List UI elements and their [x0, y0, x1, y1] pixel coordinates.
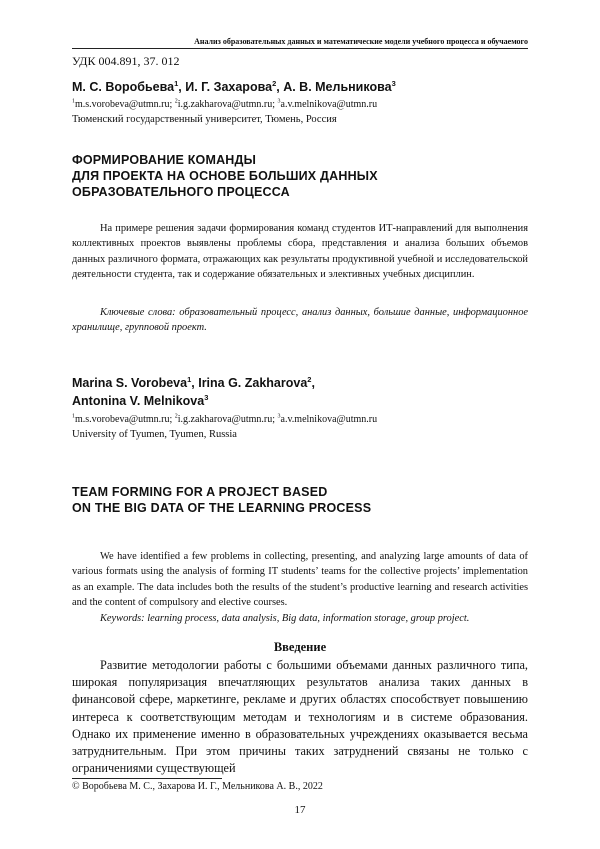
author-email: a.v.melnikova@utmn.ru	[280, 414, 378, 425]
email-mark: 2	[174, 98, 178, 105]
footnote-rule	[72, 778, 222, 779]
author-affiliation-mark: 3	[204, 392, 209, 402]
section-heading-introduction: Введение	[273, 640, 327, 654]
author-name: Antonina V. Melnikova	[72, 394, 205, 408]
author-email: i.g.zakharova@utmn.ru	[177, 99, 273, 110]
ru-abstract: На примере решения задачи формирования команд студентов ИТ-направлений для выполнения коллективных проектов выявлены проблемы сбора, представления и анализа больших объемов данных различного формата, отражающих как результаты продуктивной учебной и исследовательской деятельности студента, так и содержание обязательных и элективных учебных дисциплин.	[72, 223, 528, 281]
ru-emails: $^1$m.s.vorobeva@utmn.ru; $^2$i.g.zakharova@utmn.ru; $^3$a.v.melnikova@utmn.ru	[72, 98, 378, 110]
author-email: i.g.zakharova@utmn.ru	[177, 414, 273, 425]
title-line: ОБРАЗОВАТЕЛЬНОГО ПРОЦЕССА	[72, 185, 290, 199]
title-line: TEAM FORMING FOR A PROJECT BASED	[72, 485, 328, 499]
ru-affiliation: Тюменский государственный университет, Тюмень, Россия	[72, 114, 337, 125]
title-line: ФОРМИРОВАНИЕ КОМАНДЫ	[72, 153, 257, 167]
author-email: m.s.vorobeva@utmn.ru	[75, 414, 170, 425]
en-keywords: Keywords: learning process, data analysis, Big data, information storage, group project.	[100, 613, 470, 624]
email-mark: 2	[174, 413, 178, 420]
ru-title	[72, 152, 528, 200]
header-rule	[72, 48, 528, 49]
title-line: ДЛЯ ПРОЕКТА НА ОСНОВЕ БОЛЬШИХ ДАННЫХ	[72, 169, 378, 183]
email-mark: 1	[72, 98, 75, 105]
running-header: Анализ образовательных данных и математические модели учебного процесса и обучаемого	[194, 37, 528, 46]
author-name: Irina G. Zakharova	[198, 376, 308, 390]
author-name: Marina S. Vorobeva	[72, 376, 188, 390]
author-name: А. В. Мельникова	[283, 80, 392, 94]
title-line: ON THE BIG DATA OF THE LEARNING PROCESS	[72, 501, 372, 515]
en-emails: $^1$m.s.vorobeva@utmn.ru; $^2$i.g.zakharova@utmn.ru; $^3$a.v.melnikova@utmn.ru	[72, 413, 378, 425]
author-email: m.s.vorobeva@utmn.ru	[75, 99, 170, 110]
email-mark: 3	[277, 98, 281, 105]
author-name: М. С. Воробьева	[72, 80, 175, 94]
page-number: 17	[294, 804, 306, 816]
en-authors-line-1: Marina S. Vorobeva$^1$, Irina G. Zakharova$^2$,	[72, 374, 315, 390]
author-email: a.v.melnikova@utmn.ru	[280, 99, 378, 110]
email-mark: 1	[72, 413, 75, 420]
body-text-intro: Развитие методологии работы с большими объемами данных различного типа, широкая популяризация впечатляющих результатов анализа таких данных в финансовой сфере, маркетинге, рекламе и других областях способствует повышению интереса к соответствующим методам и технологиям и в системе образования. Однако их применение именно в образовательных учреждениях оказывается весьма затруднительным. При этом причины таких затруднений связаны не только с ограничениями существующей	[72, 658, 528, 776]
author-affiliation-mark: 2	[307, 374, 312, 384]
copyright-footnote: © Воробьева М. С., Захарова И. Г., Мельникова А. В., 2022	[72, 781, 323, 792]
ru-authors: М. С. Воробьева$^1$, И. Г. Захарова$^2$, А. В. Мельникова$^3$	[72, 78, 396, 94]
author-affiliation-mark: 3	[391, 78, 396, 88]
author-affiliation-mark: 2	[272, 78, 277, 88]
author-name: И. Г. Захарова	[185, 80, 273, 94]
en-authors-line-2	[72, 394, 208, 408]
author-affiliation-mark: 1	[174, 78, 179, 88]
en-affiliation: University of Tyumen, Tyumen, Russia	[72, 429, 237, 440]
udk-code: УДК 004.891, 37. 012	[72, 54, 180, 68]
ru-keywords: Ключевые слова: образовательный процесс, анализ данных, большие данные, информационное хранилище, групповой проект.	[72, 307, 528, 334]
en-abstract: We have identified a few problems in collecting, presenting, and analyzing large amounts of data of various formats using the analysis of forming IT students’ teams for the collective projects’ implementation as an example. The data includes both the results of the student’s productive learning and research activities and the content of compulsory and elective courses.	[72, 551, 528, 609]
en-title	[72, 484, 528, 516]
email-mark: 3	[277, 413, 281, 420]
author-affiliation-mark: 1	[187, 374, 192, 384]
